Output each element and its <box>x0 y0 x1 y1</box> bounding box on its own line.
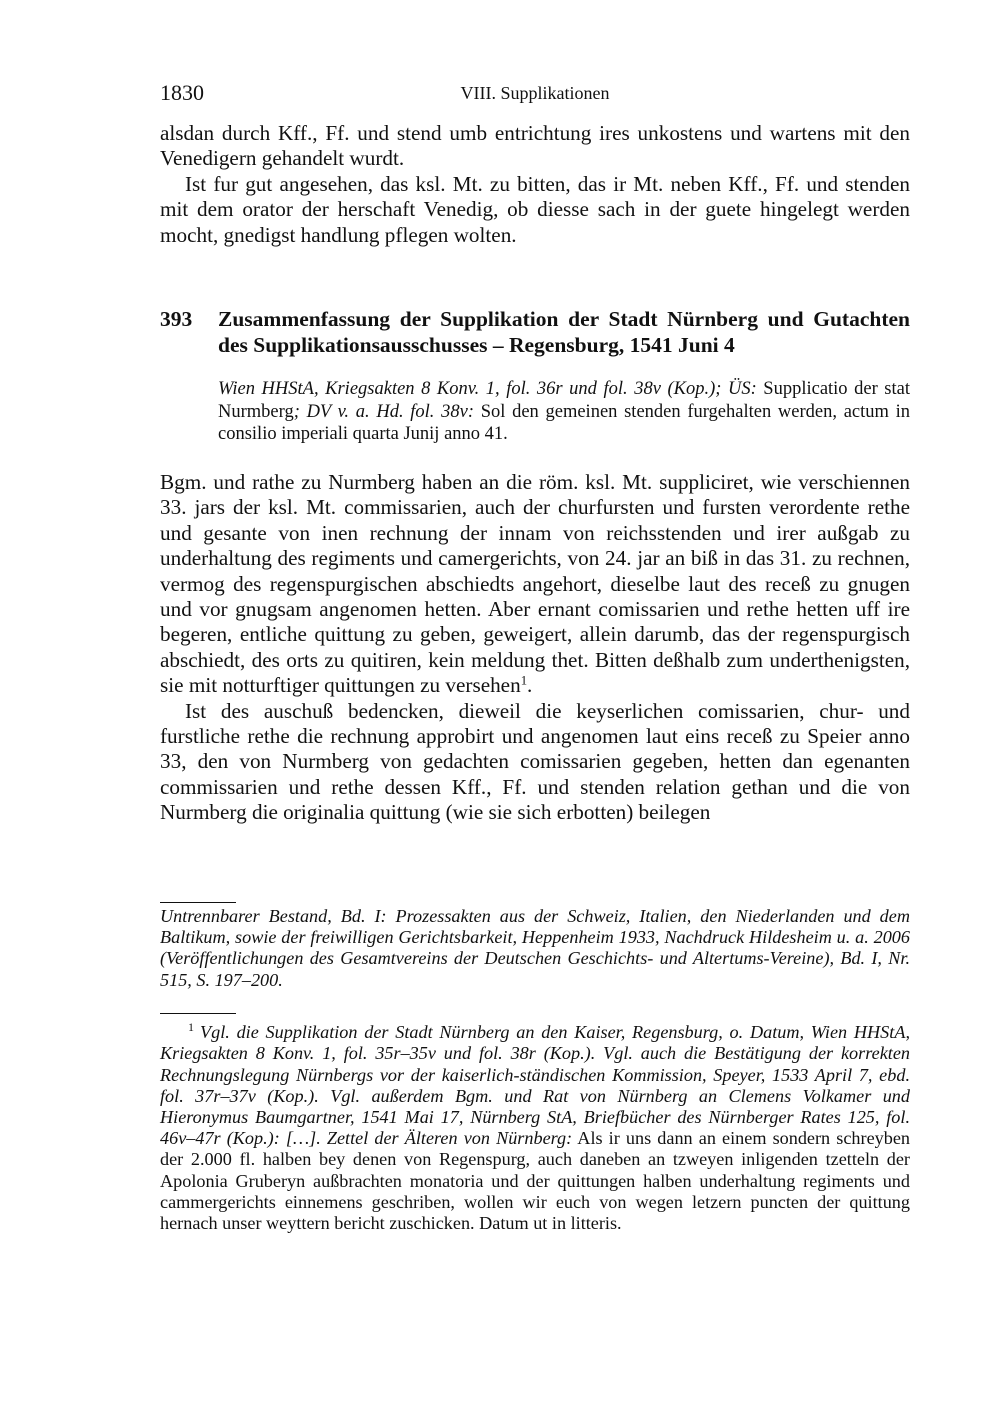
paragraph <box>160 470 910 699</box>
source-dv-text: Sol den gemeinen stenden furgehalten werden, actum in consilio imperiali quarta Junij anno 41. <box>218 401 910 444</box>
footnote-separator <box>160 902 236 903</box>
entry-title: Zusammenfassung der Supplikation der Stadt Nürnberg und Gutachten des Supplikationsausschusses – Regensburg, 1541 Juni 4 <box>218 307 910 357</box>
footnote-separator <box>160 1013 236 1014</box>
source-dv-label: ; DV v. a. Hd. fol. 38v: <box>293 401 474 422</box>
footnote-number: 1 <box>188 1020 194 1034</box>
source-us-text: Supplicatio der stat Nurmberg <box>218 379 910 422</box>
paragraph-text: Bgm. und rathe zu Nurmberg haben an die röm. ksl. Mt. suppliciret, wie verschiennen 33. jars der ksl. Mt. commissarien, auch der churfursten und fursten verordente rethe und gesante von inen rechnung der innam von reichsstenden und irer außgab zu underhaltung des regiments und camergerichts, von 24. jar an biß in das 31. zu rechnen, vermog des regenspurgischen abschiedts angehort, dieselbe laut des receß zu gnugen und vor gnugsam angenomen hetten. Aber ernant comissarien und rethe hetten uff ire begeren, entliche quittung zu geben, geweigert, allein darumb, das der regenspurgisch abschiedt, des orts zu quitiren, kein meldung thet. Bitten deßhalb zum underthenigsten, sie mit notturftiger quittungen zu versehen <box>160 470 910 698</box>
footnote-carryover <box>160 906 910 991</box>
footnote-text: Untrennbarer Bestand, Bd. I: Prozessakten aus der Schweiz, Italien, den Niederlanden und dem Baltikum, sowie der freiwilligen Gerichtsbarkeit, Heppenheim 1933, Nachdruck Hildesheim u. a. 2006 (Veröffentlichungen des Gesamtvereins der Deutschen Geschichts- und Altertums-Vereine), Bd. I, Nr. 515, S. 197–200. <box>160 906 910 990</box>
entry-number: 393 <box>160 307 193 331</box>
running-title: VIII. Supplikationen <box>460 83 610 103</box>
entry-heading <box>160 306 910 358</box>
page-header <box>160 80 910 106</box>
continuation-text <box>160 121 910 248</box>
footnote-1 <box>160 1017 910 1234</box>
source-note <box>218 378 910 446</box>
page-number: 1830 <box>160 80 204 105</box>
paragraph: Ist fur gut angesehen, das ksl. Mt. zu bitten, das ir Mt. neben Kff., Ff. und stenden mit dem orator der herschaft Venedig, ob diesse sach in der guete hingelegt werden mocht, gnedigst handlung pflegen wolten. <box>160 171 910 247</box>
footnote-text <box>160 1017 910 1234</box>
paragraph: Ist des auschuß bedencken, dieweil die keyserlichen comissarien, chur- und furstliche rethe die rechnung approbirt und angenomen laut eins receß zu Speier anno 33, den von Nurmberg von gedachten comissarien gegeben, hetten dan egenanten commissarien und rethe dessen Kff., Ff. und stenden relation gethan und die von Nurmberg die originalia quittung (wie sie sich erbotten) beilegen <box>160 698 910 825</box>
entry-body <box>160 470 910 826</box>
footnote-ref[interactable]: 1 <box>520 673 528 688</box>
paragraph-end: . <box>527 673 533 698</box>
footnote-quote: Als ir uns dann an einem sondern schreyben der 2.000 fl. halben bey denen von Regenspurg, auch daneben an tzweyen inligenden tzetteln der Apolonia Gruberyn außbrachten monatoria und der quittungen halben underhaltung regiments und cammergerichts einnemens geschriben, wollen wir euch von wegen letzern puncten der quittung hernach unser weyttern bericht zuschicken. Datum ut in litteris. <box>160 1128 910 1234</box>
paragraph: alsdan durch Kff., Ff. und stend umb entrichtung ires unkostens und wartens mit den Venedigern gehandelt wurdt. <box>160 121 910 171</box>
footnote-italic: Vgl. die Supplikation der Stadt Nürnberg an den Kaiser, Regensburg, o. Datum, Wien HHStA, Kriegsakten 8 Konv. 1, fol. 35r–35v und fol. 38r (Kop.). Vgl. auch die Bestätigung der korrekten Rechnungslegung Nürnbergs vor der kaiserlich-ständischen Kommission, Speyer, 1533 April 7, ebd. fol. 37r–37v (Kop.). Vgl. außerdem Bgm. und Rat von Nürnberg an Clemens Volkamer und Hieronymus Baumgartner, 1541 Mai 17, Nürnberg StA, Briefbücher des Nürnberger Rates 125, fol. 46v–47r (Kop.): […]. Zettel der Älteren von Nürnberg: <box>160 1022 910 1149</box>
source-archive: Wien HHStA, Kriegsakten 8 Konv. 1, fol. 36r und fol. 38v (Kop.); ÜS: <box>218 379 757 399</box>
